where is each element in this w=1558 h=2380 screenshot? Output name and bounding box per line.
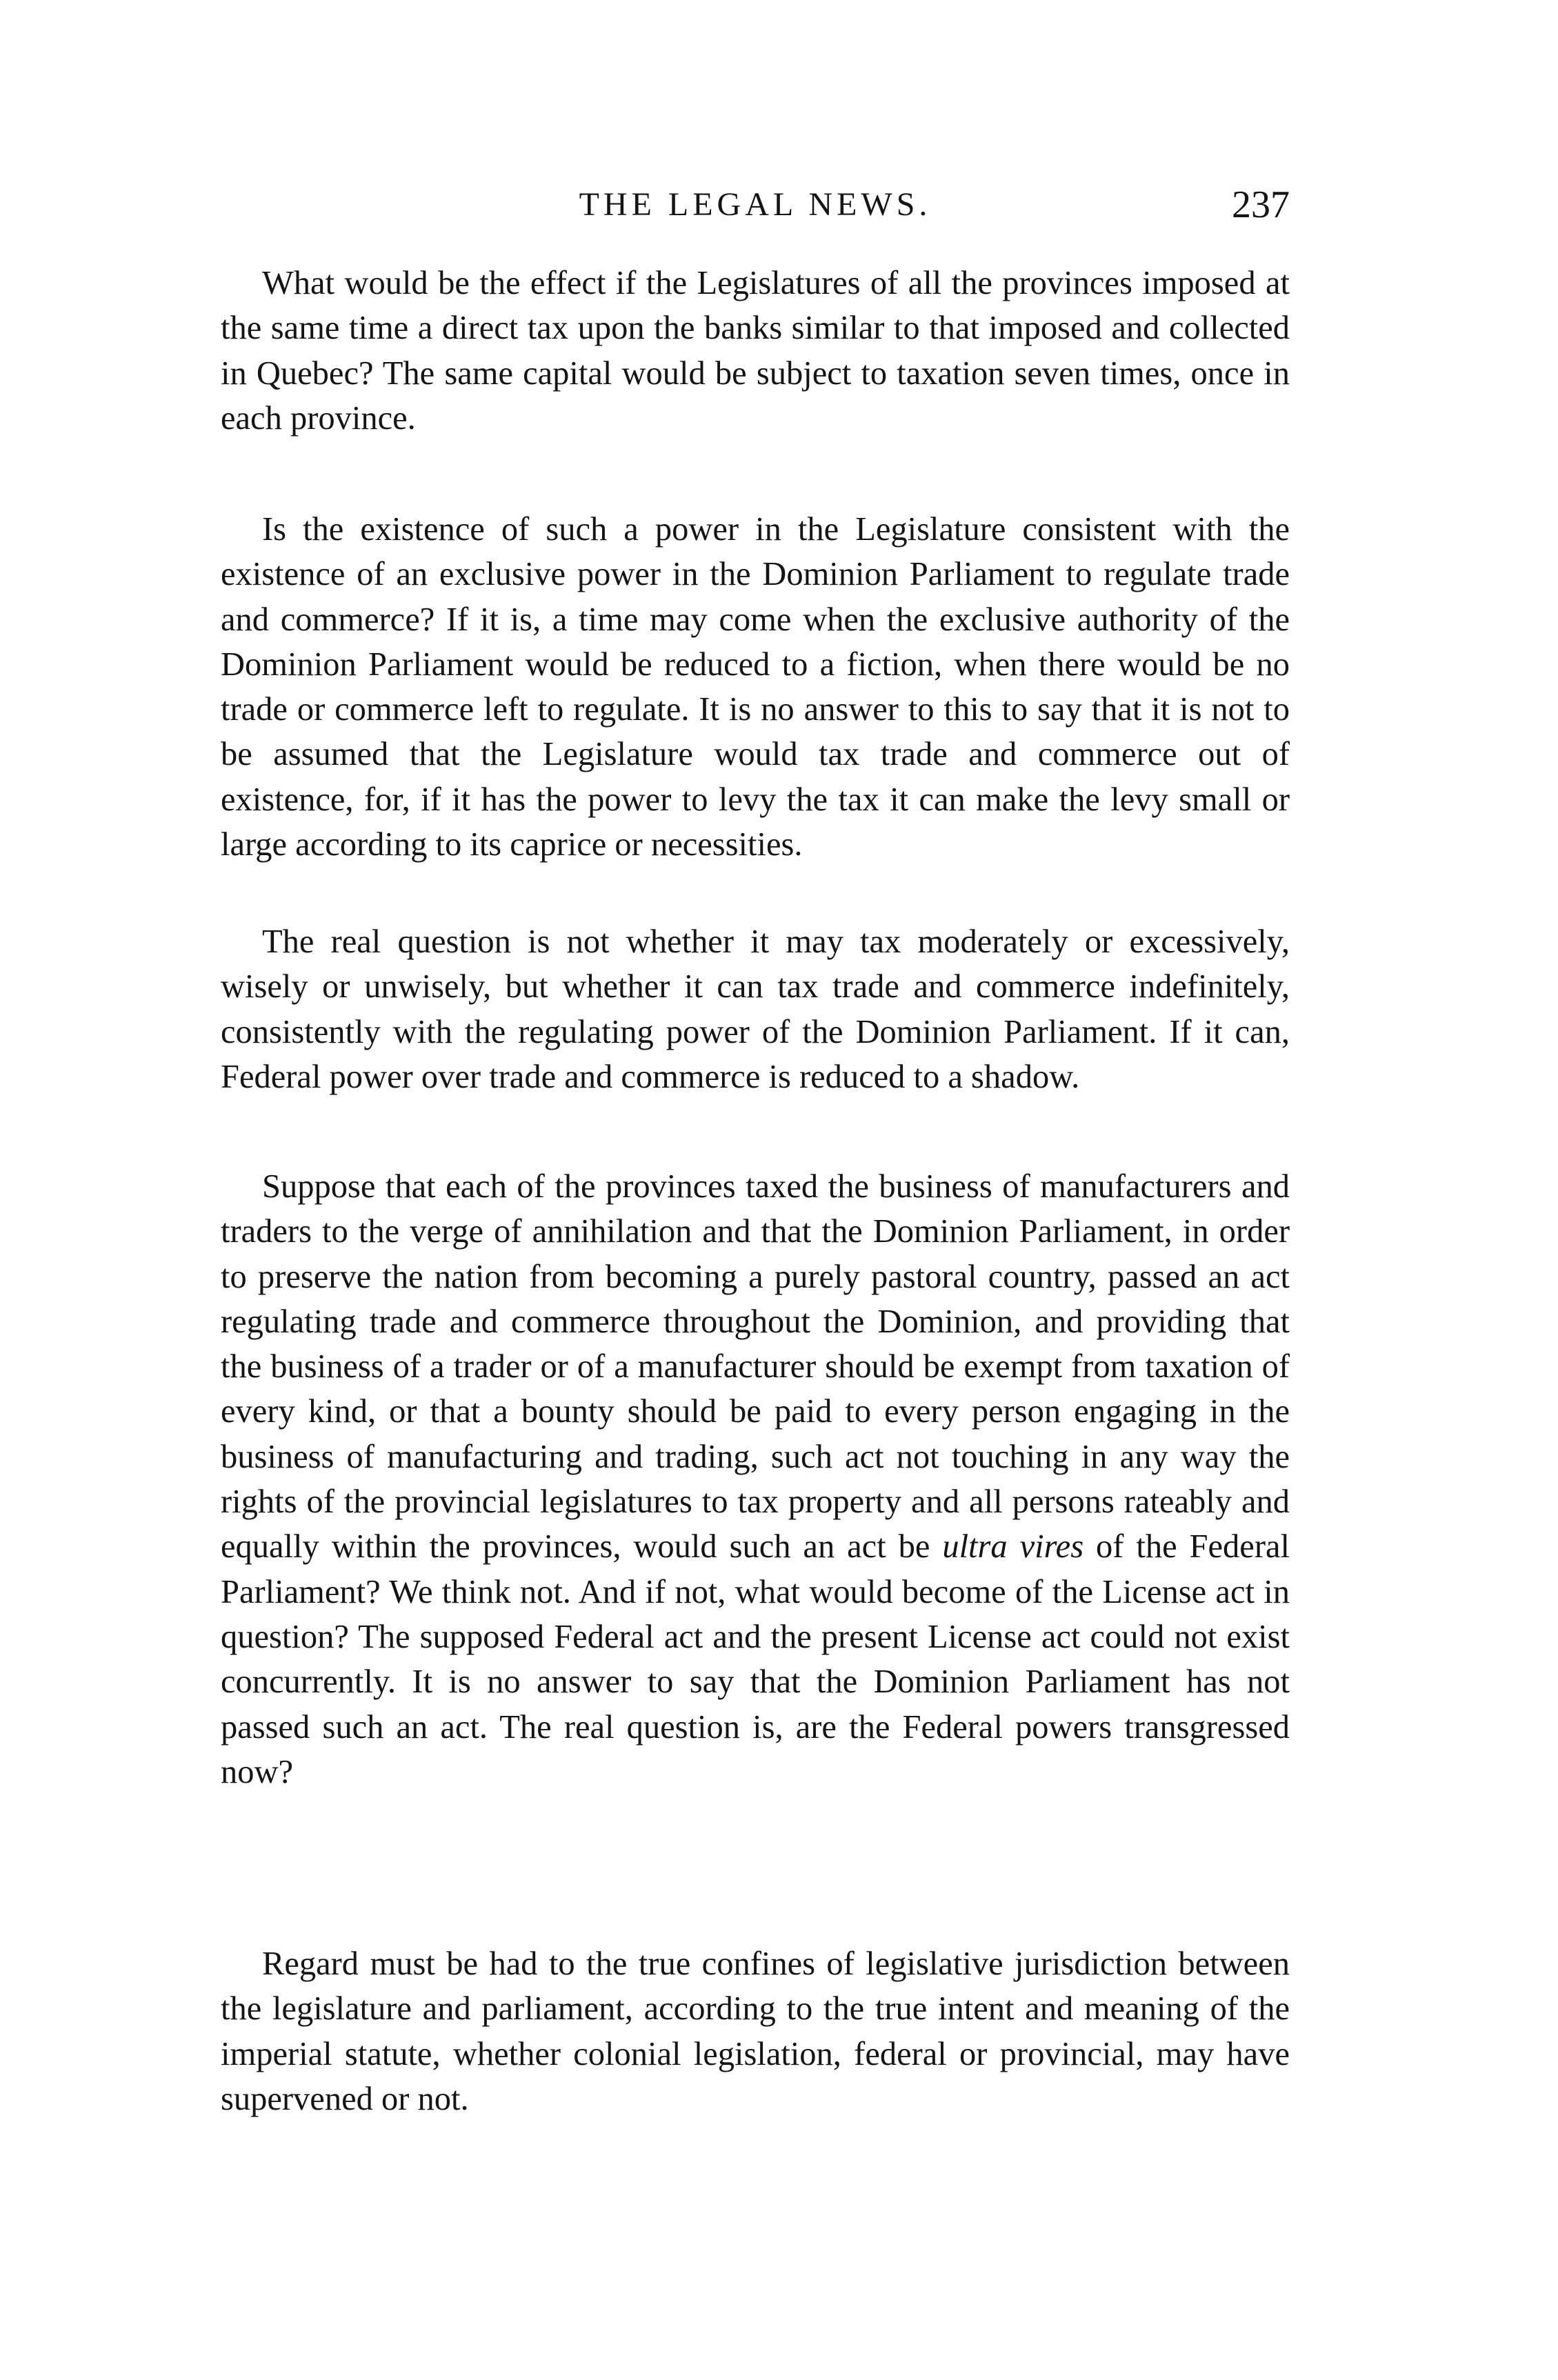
page-header (221, 181, 1290, 229)
paragraph-supposition-end: of the Federal Parliament? We think not. And if not, what would become of the License act in question? The supposed Federal act and the present License act could not exist concurrently. It is no answer to say that the Dominion Parliament has not passed such an act. The real question is, are the Federal powers transgressed now? (221, 1528, 1290, 1790)
paragraph-legislative-jurisdiction: Regard must be had to the true confines of legislative jurisdiction between the legislature and parliament, according to the true intent and meaning of the imperial statute, whether colonial legislation, federal or provincial, may have supervened or not. (221, 1946, 1290, 2117)
paragraph-real-question: The real question is not whether it may tax moderately or excessively, wisely or unwisely, but whether it can tax trade and commerce indefinitely, consistently with the regulating power of the Dominion Parliament. If it can, Federal power over trade and commerce is reduced to a shadow. (221, 923, 1290, 1095)
paragraph-supposition (221, 1164, 1290, 1794)
paragraph-exclusive-power: Is the existence of such a power in the Legislature consistent with the existence of an exclusive power in the Dominion Parliament to regulate trade and commerce? If it is, a time may come when the exclusive authority of the Dominion Parliament would be reduced to a fiction, when there would be no trade or commerce left to regulate. It is no answer to this to say that it is not to be assumed that the Legislature would tax trade and commerce out of existence, for, if it has the power to levy the tax it can make the levy small or large according to its caprice or necessities. (221, 511, 1290, 863)
page-number: 237 (1232, 183, 1290, 226)
paragraph-supposition-start: Suppose that each of the provinces taxed the business of manufacturers and traders to the verge of annihilation and that the Dominion Parliament, in order to preserve the nation from becoming a purely pastoral country, passed an act regulating trade and commerce throughout the Dominion, and providing that the business of a trader or of a manufacturer should be exempt from taxation of every kind, or that a bounty should be paid to every person engaging in the business of manufacturing and trading, such act not touching in any way the rights of the provincial legislatures to tax property and all persons rateably and equally within the provinces, would such an act be (221, 1168, 1290, 1566)
paragraph-bank-taxation: What would be the effect if the Legislatures of all the provinces imposed at the same time a direct tax upon the banks similar to that imposed and collected in Quebec? The same capital would be subject to taxation seven times, once in each province. (221, 265, 1290, 437)
running-title: THE LEGAL NEWS. (579, 186, 932, 223)
ultra-vires-phrase: ultra vires (942, 1528, 1084, 1566)
